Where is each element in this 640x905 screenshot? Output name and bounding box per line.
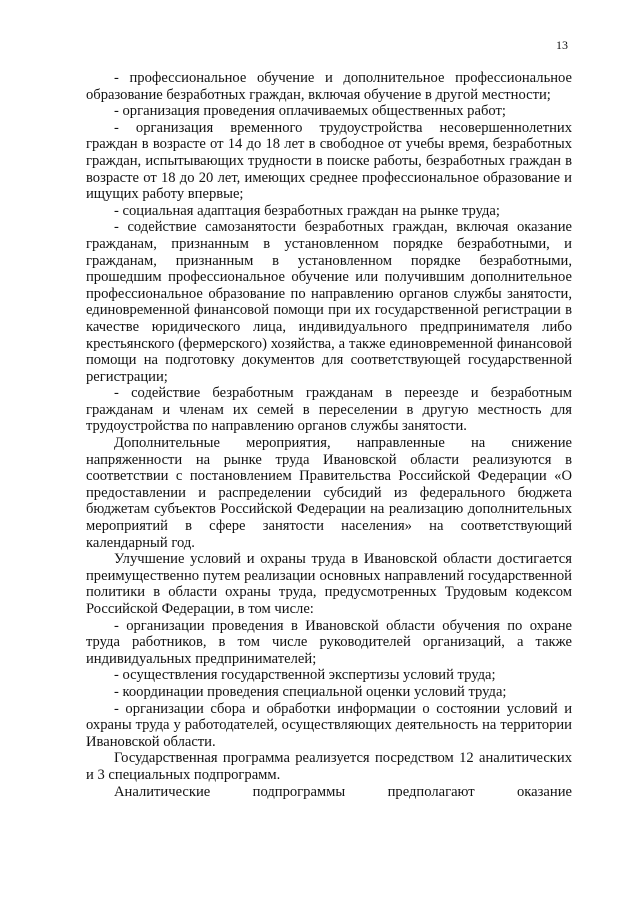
paragraph: Государственная программа реализуется посредством 12 аналитических и 3 специальных подпрограмм. (86, 750, 572, 783)
paragraph: - координации проведения специальной оценки условий труда; (114, 683, 507, 700)
paragraph: Аналитические подпрограммы предполагают оказание (114, 783, 572, 800)
page-number: 13 (556, 38, 568, 52)
paragraph: Дополнительные мероприятия, направленные на снижение напряженности на рынке труда Ивановской области реализуются в соответствии с постановлением Правительства Российской Федерации «О предоставлении и распределении субсидий из федерального бюджета бюджетам субъектов Российской Федерации на реализацию дополнительных мероприятий в сфере занятости населения» на соответствующий календарный год. (86, 435, 572, 551)
paragraph: - организации проведения в Ивановской области обучения по охране труда работников, в том числе руководителей организаций, а также индивидуальных предпринимателей; (86, 617, 572, 667)
paragraph: Улучшение условий и охраны труда в Ивановской области достигается преимущественно путем реализации основных направлений государственной политики в области охраны труда, предусмотренных Трудовым кодексом Российской Федерации, в том числе: (86, 551, 572, 617)
document-body (86, 70, 572, 800)
paragraph: - профессиональное обучение и дополнительное профессиональное образование безработных граждан, включая обучение в другой местности; (86, 70, 572, 103)
paragraph: - организация проведения оплачиваемых общественных работ; (114, 103, 506, 120)
paragraph: - организации сбора и обработки информации о состоянии условий и охраны труда у работодателей, осуществляющих деятельность на территории Ивановской области. (86, 700, 572, 750)
paragraph: - содействие самозанятости безработных граждан, включая оказание гражданам, признанным в установленном порядке безработными, и гражданам, признанным в установленном порядке безработными, прошедшим профессиональное обучение или получившим дополнительное профессиональное образование по направлению органов службы занятости, единовременной финансовой помощи при их государственной регистрации в качестве юридического лица, индивидуального предпринимателя либо крестьянского (фермерского) хозяйства, а также единовременной финансовой помощи на подготовку документов для соответствующей государственной регистрации; (86, 219, 572, 385)
paragraph: - осуществления государственной экспертизы условий труда; (114, 667, 496, 684)
paragraph: - организация временного трудоустройства несовершеннолетних граждан в возрасте от 14 до 18 лет в свободное от учебы время, безработных граждан, испытывающих трудности в поиске работы, безработных граждан в возрасте от 18 до 20 лет, имеющих среднее профессиональное образование и ищущих работу впервые; (86, 119, 572, 203)
paragraph: - социальная адаптация безработных граждан на рынке труда; (114, 202, 500, 219)
paragraph: - содействие безработным гражданам в переезде и безработным гражданам и членам их семей в переселении в другую местность для трудоустройства по направлению органов службы занятости. (86, 385, 572, 435)
